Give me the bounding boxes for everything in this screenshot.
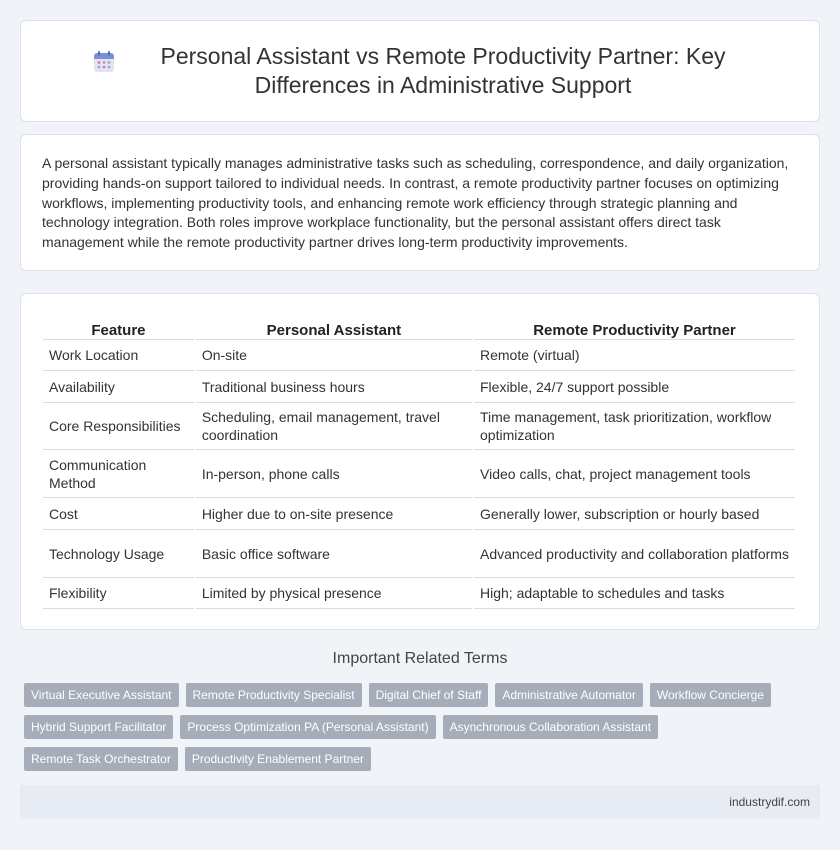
title-card (20, 20, 820, 122)
related-terms-title: Important Related Terms (332, 650, 508, 667)
cell-remote-partner: Time management, task prioritization, workflow optimization (474, 403, 795, 450)
cell-feature: Availability (43, 371, 194, 403)
cell-feature: Work Location (43, 340, 194, 371)
cell-remote-partner: Flexible, 24/7 support possible (474, 371, 795, 403)
cell-feature: Core Responsibilities (43, 403, 194, 450)
tag-asynchronous-collaboration-assistant[interactable]: Asynchronous Collaboration Assistant (443, 715, 658, 739)
tag-row (24, 715, 814, 739)
cell-personal-assistant: Higher due to on-site presence (196, 498, 472, 530)
cell-personal-assistant: Scheduling, email management, travel coordination (196, 403, 472, 450)
table-row (43, 340, 795, 371)
tag-productivity-enablement-partner[interactable]: Productivity Enablement Partner (185, 747, 371, 771)
header-personal-assistant: Personal Assistant (196, 316, 472, 340)
page-title: Personal Assistant vs Remote Productivity Partner: Key Differences in Administrative Support (160, 43, 726, 98)
table-row (43, 371, 795, 403)
header-remote-partner: Remote Productivity Partner (474, 316, 795, 340)
cell-personal-assistant: In-person, phone calls (196, 450, 472, 498)
tag-row (24, 747, 814, 771)
intro-card (20, 134, 820, 271)
tag-digital-chief-of-staff[interactable]: Digital Chief of Staff (369, 683, 489, 707)
tag-remote-productivity-specialist[interactable]: Remote Productivity Specialist (186, 683, 362, 707)
tag-workflow-concierge[interactable]: Workflow Concierge (650, 683, 771, 707)
comparison-table (41, 316, 797, 609)
cell-feature: Flexibility (43, 578, 194, 609)
title-wrap (92, 42, 748, 100)
table-header-row (43, 316, 795, 340)
footer (20, 785, 820, 819)
tag-process-optimization-pa[interactable]: Process Optimization PA (Personal Assistant) (180, 715, 435, 739)
comparison-card (20, 293, 820, 630)
tag-virtual-executive-assistant[interactable]: Virtual Executive Assistant (24, 683, 179, 707)
cell-feature: Communication Method (43, 450, 194, 498)
calendar-icon (92, 50, 116, 74)
header-feature: Feature (43, 316, 194, 340)
cell-personal-assistant: Traditional business hours (196, 371, 472, 403)
tag-administrative-automator[interactable]: Administrative Automator (495, 683, 642, 707)
tag-row (24, 683, 814, 707)
table-row (43, 450, 795, 498)
cell-feature: Cost (43, 498, 194, 530)
table-row (43, 403, 795, 450)
footer-site-link[interactable]: industrydif.com (729, 795, 810, 809)
cell-remote-partner: Remote (virtual) (474, 340, 795, 371)
table-row (43, 578, 795, 609)
table-row (43, 530, 795, 578)
cell-feature: Technology Usage (43, 530, 194, 578)
intro-text: A personal assistant typically manages administrative tasks such as scheduling, correspondence, and daily organization, providing hands-on support tailored to individual needs. In contrast, a remote productivity partner focuses on optimizing workflows, implementing productivity tools, and enhancing remote work efficiency through strategic planning and technology integration. Both roles improve workplace functionality, but the personal assistant offers direct task management while the remote productivity partner drives long-term productivity improvements. (42, 155, 789, 251)
tag-remote-task-orchestrator[interactable]: Remote Task Orchestrator (24, 747, 178, 771)
related-terms-tags (24, 683, 814, 779)
cell-remote-partner: Advanced productivity and collaboration platforms (474, 530, 795, 578)
cell-remote-partner: Video calls, chat, project management tools (474, 450, 795, 498)
cell-personal-assistant: Limited by physical presence (196, 578, 472, 609)
tag-hybrid-support-facilitator[interactable]: Hybrid Support Facilitator (24, 715, 173, 739)
cell-personal-assistant: Basic office software (196, 530, 472, 578)
cell-remote-partner: Generally lower, subscription or hourly based (474, 498, 795, 530)
cell-personal-assistant: On-site (196, 340, 472, 371)
cell-remote-partner: High; adaptable to schedules and tasks (474, 578, 795, 609)
table-row (43, 498, 795, 530)
